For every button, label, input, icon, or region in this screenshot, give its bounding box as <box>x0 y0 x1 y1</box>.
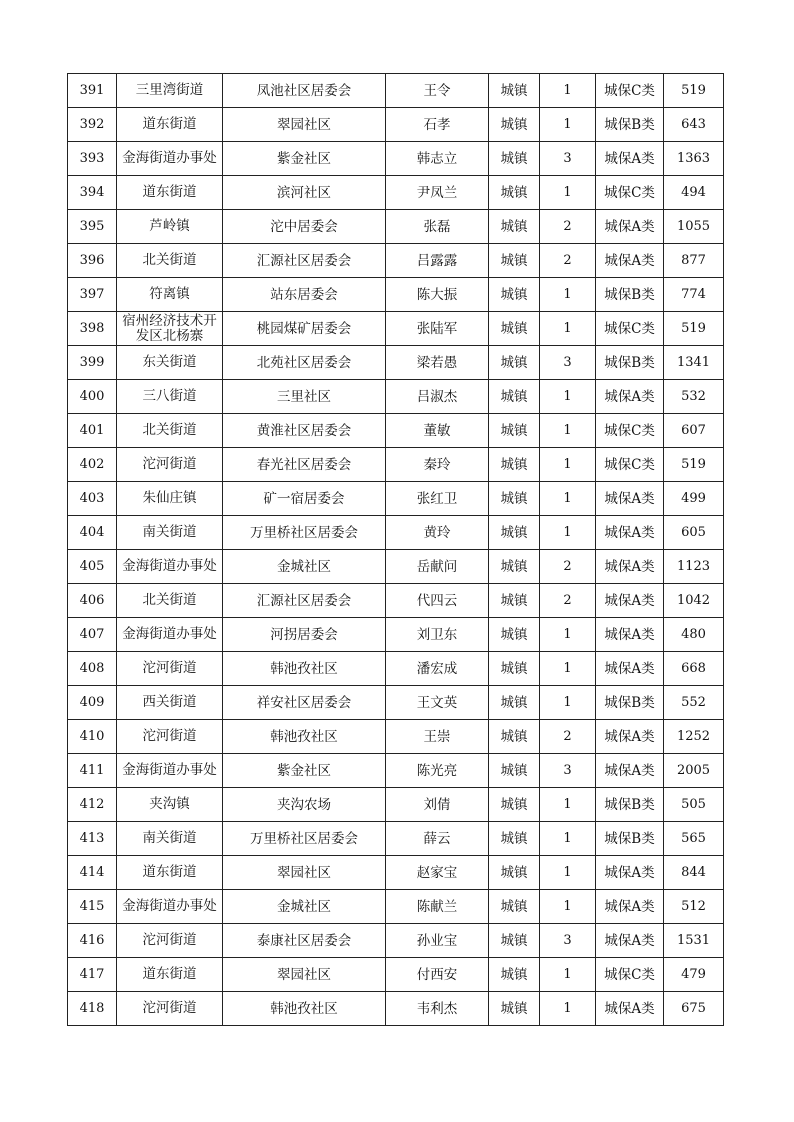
community-cell: 北苑社区居委会 <box>223 346 386 380</box>
community-cell: 金城社区 <box>223 890 386 924</box>
name-cell: 陈大振 <box>386 278 489 312</box>
row-number: 407 <box>68 618 117 652</box>
household-count-cell: 1 <box>540 482 596 516</box>
table-row <box>68 516 724 550</box>
category-cell: 城保A类 <box>596 618 664 652</box>
category-cell: 城保A类 <box>596 244 664 278</box>
table-row <box>68 244 724 278</box>
area-type-cell: 城镇 <box>489 516 540 550</box>
category-cell: 城保B类 <box>596 346 664 380</box>
household-count-cell: 3 <box>540 754 596 788</box>
name-cell: 孙业宝 <box>386 924 489 958</box>
amount-cell: 480 <box>664 618 724 652</box>
name-cell: 韩志立 <box>386 142 489 176</box>
amount-cell: 1341 <box>664 346 724 380</box>
table-row <box>68 992 724 1026</box>
name-cell: 薛云 <box>386 822 489 856</box>
area-type-cell: 城镇 <box>489 720 540 754</box>
records-table <box>67 73 724 1026</box>
household-count-cell: 1 <box>540 992 596 1026</box>
community-cell: 汇源社区居委会 <box>223 244 386 278</box>
table-row <box>68 380 724 414</box>
table-row <box>68 652 724 686</box>
household-count-cell: 1 <box>540 856 596 890</box>
name-cell: 岳献问 <box>386 550 489 584</box>
street-cell: 北关街道 <box>117 244 223 278</box>
household-count-cell: 2 <box>540 584 596 618</box>
table-row <box>68 142 724 176</box>
row-number: 402 <box>68 448 117 482</box>
name-cell: 代四云 <box>386 584 489 618</box>
table-row <box>68 482 724 516</box>
street-cell: 金海街道办事处 <box>117 550 223 584</box>
table-row <box>68 74 724 108</box>
category-cell: 城保A类 <box>596 890 664 924</box>
street-cell: 南关街道 <box>117 516 223 550</box>
row-number: 411 <box>68 754 117 788</box>
street-cell: 东关街道 <box>117 346 223 380</box>
area-type-cell: 城镇 <box>489 822 540 856</box>
amount-cell: 512 <box>664 890 724 924</box>
name-cell: 张陆军 <box>386 312 489 346</box>
street-cell: 金海街道办事处 <box>117 754 223 788</box>
category-cell: 城保A类 <box>596 720 664 754</box>
area-type-cell: 城镇 <box>489 176 540 210</box>
row-number: 401 <box>68 414 117 448</box>
name-cell: 赵家宝 <box>386 856 489 890</box>
household-count-cell: 1 <box>540 176 596 210</box>
community-cell: 沱中居委会 <box>223 210 386 244</box>
household-count-cell: 1 <box>540 414 596 448</box>
row-number: 412 <box>68 788 117 822</box>
table-row <box>68 890 724 924</box>
table-row <box>68 856 724 890</box>
area-type-cell: 城镇 <box>489 414 540 448</box>
name-cell: 王文英 <box>386 686 489 720</box>
row-number: 391 <box>68 74 117 108</box>
name-cell: 尹凤兰 <box>386 176 489 210</box>
area-type-cell: 城镇 <box>489 754 540 788</box>
street-cell: 沱河街道 <box>117 992 223 1026</box>
category-cell: 城保C类 <box>596 448 664 482</box>
community-cell: 紫金社区 <box>223 142 386 176</box>
street-cell: 沱河街道 <box>117 652 223 686</box>
amount-cell: 844 <box>664 856 724 890</box>
row-number: 399 <box>68 346 117 380</box>
community-cell: 韩池孜社区 <box>223 720 386 754</box>
table-row <box>68 686 724 720</box>
household-count-cell: 2 <box>540 550 596 584</box>
table-row <box>68 788 724 822</box>
row-number: 404 <box>68 516 117 550</box>
household-count-cell: 1 <box>540 958 596 992</box>
table-row <box>68 924 724 958</box>
household-count-cell: 1 <box>540 686 596 720</box>
name-cell: 陈光亮 <box>386 754 489 788</box>
name-cell: 石孝 <box>386 108 489 142</box>
category-cell: 城保B类 <box>596 788 664 822</box>
street-cell: 芦岭镇 <box>117 210 223 244</box>
row-number: 418 <box>68 992 117 1026</box>
table-row <box>68 754 724 788</box>
household-count-cell: 3 <box>540 142 596 176</box>
table-row <box>68 108 724 142</box>
household-count-cell: 1 <box>540 312 596 346</box>
household-count-cell: 3 <box>540 346 596 380</box>
community-cell: 翠园社区 <box>223 958 386 992</box>
street-cell: 南关街道 <box>117 822 223 856</box>
row-number: 409 <box>68 686 117 720</box>
amount-cell: 499 <box>664 482 724 516</box>
table-row <box>68 584 724 618</box>
name-cell: 秦玲 <box>386 448 489 482</box>
street-cell: 道东街道 <box>117 176 223 210</box>
street-cell: 西关街道 <box>117 686 223 720</box>
area-type-cell: 城镇 <box>489 652 540 686</box>
community-cell: 春光社区居委会 <box>223 448 386 482</box>
row-number: 410 <box>68 720 117 754</box>
table-row <box>68 618 724 652</box>
name-cell: 吕露露 <box>386 244 489 278</box>
table-row <box>68 720 724 754</box>
community-cell: 黄淮社区居委会 <box>223 414 386 448</box>
area-type-cell: 城镇 <box>489 788 540 822</box>
household-count-cell: 1 <box>540 516 596 550</box>
amount-cell: 1042 <box>664 584 724 618</box>
name-cell: 韦利杰 <box>386 992 489 1026</box>
household-count-cell: 2 <box>540 244 596 278</box>
name-cell: 王令 <box>386 74 489 108</box>
category-cell: 城保A类 <box>596 380 664 414</box>
community-cell: 韩池孜社区 <box>223 992 386 1026</box>
table-row <box>68 414 724 448</box>
amount-cell: 519 <box>664 74 724 108</box>
amount-cell: 1055 <box>664 210 724 244</box>
amount-cell: 519 <box>664 312 724 346</box>
name-cell: 王崇 <box>386 720 489 754</box>
category-cell: 城保B类 <box>596 686 664 720</box>
street-cell: 朱仙庄镇 <box>117 482 223 516</box>
community-cell: 三里社区 <box>223 380 386 414</box>
category-cell: 城保A类 <box>596 992 664 1026</box>
household-count-cell: 1 <box>540 74 596 108</box>
community-cell: 泰康社区居委会 <box>223 924 386 958</box>
amount-cell: 877 <box>664 244 724 278</box>
amount-cell: 479 <box>664 958 724 992</box>
name-cell: 付西安 <box>386 958 489 992</box>
amount-cell: 2005 <box>664 754 724 788</box>
community-cell: 翠园社区 <box>223 856 386 890</box>
category-cell: 城保A类 <box>596 516 664 550</box>
household-count-cell: 1 <box>540 618 596 652</box>
street-cell: 北关街道 <box>117 584 223 618</box>
amount-cell: 607 <box>664 414 724 448</box>
amount-cell: 1123 <box>664 550 724 584</box>
household-count-cell: 1 <box>540 380 596 414</box>
category-cell: 城保C类 <box>596 74 664 108</box>
row-number: 408 <box>68 652 117 686</box>
table-body <box>68 74 724 1026</box>
table-row <box>68 448 724 482</box>
category-cell: 城保A类 <box>596 856 664 890</box>
table-row <box>68 550 724 584</box>
name-cell: 刘卫东 <box>386 618 489 652</box>
community-cell: 韩池孜社区 <box>223 652 386 686</box>
amount-cell: 668 <box>664 652 724 686</box>
area-type-cell: 城镇 <box>489 108 540 142</box>
category-cell: 城保C类 <box>596 176 664 210</box>
name-cell: 张磊 <box>386 210 489 244</box>
row-number: 413 <box>68 822 117 856</box>
area-type-cell: 城镇 <box>489 482 540 516</box>
area-type-cell: 城镇 <box>489 584 540 618</box>
name-cell: 黄玲 <box>386 516 489 550</box>
name-cell: 董敏 <box>386 414 489 448</box>
household-count-cell: 1 <box>540 890 596 924</box>
area-type-cell: 城镇 <box>489 244 540 278</box>
community-cell: 祥安社区居委会 <box>223 686 386 720</box>
amount-cell: 565 <box>664 822 724 856</box>
area-type-cell: 城镇 <box>489 686 540 720</box>
street-cell: 道东街道 <box>117 108 223 142</box>
amount-cell: 494 <box>664 176 724 210</box>
street-cell: 北关街道 <box>117 414 223 448</box>
row-number: 416 <box>68 924 117 958</box>
name-cell: 刘倩 <box>386 788 489 822</box>
area-type-cell: 城镇 <box>489 618 540 652</box>
category-cell: 城保C类 <box>596 414 664 448</box>
community-cell: 紫金社区 <box>223 754 386 788</box>
row-number: 394 <box>68 176 117 210</box>
community-cell: 站东居委会 <box>223 278 386 312</box>
name-cell: 吕淑杰 <box>386 380 489 414</box>
amount-cell: 675 <box>664 992 724 1026</box>
community-cell: 万里桥社区居委会 <box>223 822 386 856</box>
area-type-cell: 城镇 <box>489 958 540 992</box>
street-cell: 金海街道办事处 <box>117 618 223 652</box>
area-type-cell: 城镇 <box>489 312 540 346</box>
community-cell: 夹沟农场 <box>223 788 386 822</box>
community-cell: 金城社区 <box>223 550 386 584</box>
table-row <box>68 958 724 992</box>
amount-cell: 519 <box>664 448 724 482</box>
row-number: 397 <box>68 278 117 312</box>
area-type-cell: 城镇 <box>489 448 540 482</box>
community-cell: 翠园社区 <box>223 108 386 142</box>
table-row <box>68 210 724 244</box>
category-cell: 城保A类 <box>596 142 664 176</box>
table-row <box>68 346 724 380</box>
row-number: 392 <box>68 108 117 142</box>
row-number: 406 <box>68 584 117 618</box>
area-type-cell: 城镇 <box>489 278 540 312</box>
amount-cell: 1363 <box>664 142 724 176</box>
area-type-cell: 城镇 <box>489 992 540 1026</box>
row-number: 417 <box>68 958 117 992</box>
category-cell: 城保C类 <box>596 312 664 346</box>
household-count-cell: 1 <box>540 652 596 686</box>
row-number: 405 <box>68 550 117 584</box>
community-cell: 凤池社区居委会 <box>223 74 386 108</box>
amount-cell: 643 <box>664 108 724 142</box>
area-type-cell: 城镇 <box>489 550 540 584</box>
street-cell: 道东街道 <box>117 856 223 890</box>
amount-cell: 774 <box>664 278 724 312</box>
community-cell: 万里桥社区居委会 <box>223 516 386 550</box>
category-cell: 城保A类 <box>596 652 664 686</box>
category-cell: 城保A类 <box>596 584 664 618</box>
household-count-cell: 3 <box>540 924 596 958</box>
street-cell: 沱河街道 <box>117 924 223 958</box>
household-count-cell: 2 <box>540 210 596 244</box>
community-cell: 桃园煤矿居委会 <box>223 312 386 346</box>
table-row <box>68 822 724 856</box>
community-cell: 滨河社区 <box>223 176 386 210</box>
row-number: 398 <box>68 312 117 346</box>
household-count-cell: 1 <box>540 278 596 312</box>
area-type-cell: 城镇 <box>489 856 540 890</box>
category-cell: 城保B类 <box>596 822 664 856</box>
street-cell: 道东街道 <box>117 958 223 992</box>
category-cell: 城保A类 <box>596 482 664 516</box>
street-cell: 三八街道 <box>117 380 223 414</box>
row-number: 396 <box>68 244 117 278</box>
area-type-cell: 城镇 <box>489 890 540 924</box>
name-cell: 陈献兰 <box>386 890 489 924</box>
area-type-cell: 城镇 <box>489 924 540 958</box>
name-cell: 潘宏成 <box>386 652 489 686</box>
category-cell: 城保A类 <box>596 924 664 958</box>
category-cell: 城保A类 <box>596 754 664 788</box>
area-type-cell: 城镇 <box>489 346 540 380</box>
category-cell: 城保A类 <box>596 210 664 244</box>
household-count-cell: 2 <box>540 720 596 754</box>
table-row <box>68 312 724 346</box>
row-number: 415 <box>68 890 117 924</box>
street-cell: 沱河街道 <box>117 448 223 482</box>
street-cell: 宿州经济技术开发区北杨寨 <box>117 312 223 346</box>
table-row <box>68 176 724 210</box>
name-cell: 张红卫 <box>386 482 489 516</box>
community-cell: 汇源社区居委会 <box>223 584 386 618</box>
row-number: 400 <box>68 380 117 414</box>
street-cell: 夹沟镇 <box>117 788 223 822</box>
name-cell: 梁若愚 <box>386 346 489 380</box>
street-cell: 金海街道办事处 <box>117 142 223 176</box>
household-count-cell: 1 <box>540 788 596 822</box>
table-row <box>68 278 724 312</box>
household-count-cell: 1 <box>540 822 596 856</box>
area-type-cell: 城镇 <box>489 380 540 414</box>
amount-cell: 532 <box>664 380 724 414</box>
street-cell: 沱河街道 <box>117 720 223 754</box>
amount-cell: 552 <box>664 686 724 720</box>
amount-cell: 1252 <box>664 720 724 754</box>
street-cell: 金海街道办事处 <box>117 890 223 924</box>
household-count-cell: 1 <box>540 108 596 142</box>
area-type-cell: 城镇 <box>489 210 540 244</box>
category-cell: 城保C类 <box>596 958 664 992</box>
area-type-cell: 城镇 <box>489 142 540 176</box>
category-cell: 城保B类 <box>596 108 664 142</box>
category-cell: 城保B类 <box>596 278 664 312</box>
street-cell: 符离镇 <box>117 278 223 312</box>
row-number: 403 <box>68 482 117 516</box>
area-type-cell: 城镇 <box>489 74 540 108</box>
community-cell: 矿一宿居委会 <box>223 482 386 516</box>
amount-cell: 505 <box>664 788 724 822</box>
amount-cell: 1531 <box>664 924 724 958</box>
community-cell: 河拐居委会 <box>223 618 386 652</box>
row-number: 414 <box>68 856 117 890</box>
row-number: 395 <box>68 210 117 244</box>
household-count-cell: 1 <box>540 448 596 482</box>
street-cell: 三里湾街道 <box>117 74 223 108</box>
amount-cell: 605 <box>664 516 724 550</box>
row-number: 393 <box>68 142 117 176</box>
category-cell: 城保A类 <box>596 550 664 584</box>
